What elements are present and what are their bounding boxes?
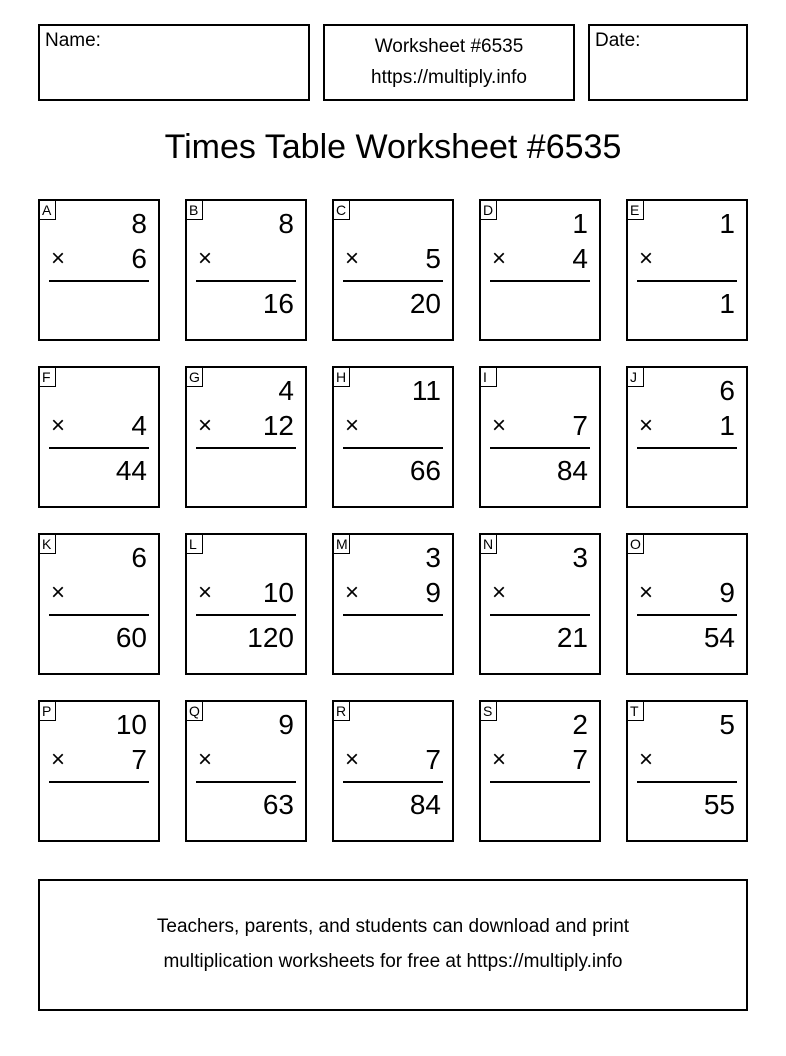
answer: 21 bbox=[556, 622, 588, 653]
answer-line bbox=[637, 280, 737, 282]
answer: 84 bbox=[556, 455, 588, 486]
problem-card bbox=[185, 533, 307, 675]
site-url: https://multiply.info bbox=[371, 67, 527, 88]
times-sign: × bbox=[639, 579, 654, 606]
top-factor: 9 bbox=[278, 709, 294, 740]
top-factor: 8 bbox=[278, 208, 294, 239]
problem-letter: P bbox=[39, 701, 56, 721]
answer-line bbox=[196, 280, 296, 282]
problem-card bbox=[38, 199, 160, 341]
answer-line bbox=[637, 781, 737, 783]
answer-line bbox=[637, 614, 737, 616]
answer: 44 bbox=[115, 455, 147, 486]
top-factor: 1 bbox=[719, 208, 735, 239]
times-sign: × bbox=[639, 245, 654, 272]
name-field-box[interactable] bbox=[38, 24, 310, 101]
problem-letter: G bbox=[186, 367, 203, 387]
problem-letter: S bbox=[480, 701, 497, 721]
answer-line bbox=[196, 447, 296, 449]
problem-letter: C bbox=[333, 200, 350, 220]
answer-line bbox=[490, 280, 590, 282]
top-factor: 8 bbox=[131, 208, 147, 239]
answer: 1 bbox=[719, 288, 735, 319]
times-sign: × bbox=[51, 746, 66, 773]
problem-card bbox=[185, 700, 307, 842]
answer-line bbox=[637, 447, 737, 449]
answer-line bbox=[490, 781, 590, 783]
bottom-factor: 9 bbox=[425, 577, 441, 608]
answer-line bbox=[196, 614, 296, 616]
times-sign: × bbox=[492, 412, 507, 439]
times-sign: × bbox=[198, 579, 213, 606]
answer: 20 bbox=[409, 288, 441, 319]
problem-card bbox=[626, 199, 748, 341]
problem-letter: I bbox=[480, 367, 497, 387]
footer-box bbox=[38, 879, 748, 1011]
problem-card bbox=[479, 366, 601, 508]
date-field-box[interactable] bbox=[588, 24, 748, 101]
answer: 16 bbox=[262, 288, 294, 319]
times-sign: × bbox=[198, 412, 213, 439]
problem-letter: D bbox=[480, 200, 497, 220]
worksheet-number: Worksheet #6535 bbox=[374, 36, 524, 57]
times-sign: × bbox=[345, 245, 360, 272]
bottom-factor: 7 bbox=[572, 744, 588, 775]
problem-letter: J bbox=[627, 367, 644, 387]
bottom-factor: 7 bbox=[131, 744, 147, 775]
times-sign: × bbox=[492, 746, 507, 773]
bottom-factor: 7 bbox=[425, 744, 441, 775]
page-title: Times Table Worksheet #6535 bbox=[164, 128, 622, 166]
problem-letter: E bbox=[627, 200, 644, 220]
bottom-factor: 9 bbox=[719, 577, 735, 608]
answer-line bbox=[343, 447, 443, 449]
times-sign: × bbox=[51, 412, 66, 439]
problem-letter: R bbox=[333, 701, 350, 721]
answer-line bbox=[196, 781, 296, 783]
bottom-factor: 4 bbox=[572, 243, 588, 274]
times-sign: × bbox=[492, 579, 507, 606]
problem-card bbox=[332, 199, 454, 341]
top-factor: 11 bbox=[411, 375, 441, 406]
problem-letter: Q bbox=[186, 701, 203, 721]
answer-line bbox=[49, 447, 149, 449]
problem-card bbox=[479, 700, 601, 842]
times-sign: × bbox=[345, 746, 360, 773]
times-sign: × bbox=[492, 245, 507, 272]
answer: 84 bbox=[409, 789, 441, 820]
date-label: Date: bbox=[595, 30, 641, 51]
problem-card bbox=[38, 366, 160, 508]
problem-letter: A bbox=[39, 200, 56, 220]
problem-letter: L bbox=[186, 534, 203, 554]
problem-card bbox=[185, 366, 307, 508]
bottom-factor: 4 bbox=[131, 410, 147, 441]
top-factor: 4 bbox=[278, 375, 294, 406]
problem-letter: T bbox=[627, 701, 644, 721]
problem-card bbox=[38, 700, 160, 842]
top-factor: 1 bbox=[572, 208, 588, 239]
bottom-factor: 1 bbox=[719, 410, 735, 441]
problem-card bbox=[626, 533, 748, 675]
top-factor: 3 bbox=[425, 542, 441, 573]
top-factor: 5 bbox=[719, 709, 735, 740]
times-sign: × bbox=[51, 579, 66, 606]
answer: 60 bbox=[115, 622, 147, 653]
bottom-factor: 5 bbox=[425, 243, 441, 274]
bottom-factor: 6 bbox=[131, 243, 147, 274]
problem-card bbox=[626, 366, 748, 508]
top-factor: 3 bbox=[572, 542, 588, 573]
answer-line bbox=[343, 280, 443, 282]
bottom-factor: 7 bbox=[572, 410, 588, 441]
answer: 66 bbox=[409, 455, 441, 486]
problem-card bbox=[38, 533, 160, 675]
times-sign: × bbox=[198, 245, 213, 272]
top-factor: 6 bbox=[719, 375, 735, 406]
problem-letter: B bbox=[186, 200, 203, 220]
problem-card bbox=[479, 199, 601, 341]
answer-line bbox=[343, 614, 443, 616]
bottom-factor: 10 bbox=[262, 577, 294, 608]
answer: 55 bbox=[703, 789, 735, 820]
answer-line bbox=[490, 447, 590, 449]
top-factor: 2 bbox=[572, 709, 588, 740]
top-factor: 6 bbox=[131, 542, 147, 573]
problem-letter: K bbox=[39, 534, 56, 554]
answer-line bbox=[49, 280, 149, 282]
problem-card bbox=[332, 366, 454, 508]
times-sign: × bbox=[198, 746, 213, 773]
answer-line bbox=[49, 781, 149, 783]
answer: 63 bbox=[262, 789, 294, 820]
answer: 54 bbox=[703, 622, 735, 653]
times-sign: × bbox=[345, 412, 360, 439]
problem-letter: O bbox=[627, 534, 644, 554]
name-label: Name: bbox=[45, 30, 101, 51]
top-factor: 10 bbox=[115, 709, 147, 740]
footer-line-2: multiplication worksheets for free at https://multiply.info bbox=[163, 951, 623, 972]
answer-line bbox=[490, 614, 590, 616]
problem-card bbox=[479, 533, 601, 675]
problem-card bbox=[185, 199, 307, 341]
times-sign: × bbox=[639, 746, 654, 773]
times-sign: × bbox=[51, 245, 66, 272]
times-sign: × bbox=[639, 412, 654, 439]
bottom-factor: 12 bbox=[262, 410, 294, 441]
problem-letter: N bbox=[480, 534, 497, 554]
footer-line-1: Teachers, parents, and students can download and print bbox=[156, 916, 630, 937]
problem-card bbox=[626, 700, 748, 842]
problem-letter: M bbox=[333, 534, 350, 554]
answer-line bbox=[49, 614, 149, 616]
problem-card bbox=[332, 700, 454, 842]
worksheet-info-box bbox=[323, 24, 575, 101]
times-sign: × bbox=[345, 579, 360, 606]
problem-letter: F bbox=[39, 367, 56, 387]
answer-line bbox=[343, 781, 443, 783]
problem-letter: H bbox=[333, 367, 350, 387]
problem-card bbox=[332, 533, 454, 675]
answer: 120 bbox=[247, 622, 294, 653]
